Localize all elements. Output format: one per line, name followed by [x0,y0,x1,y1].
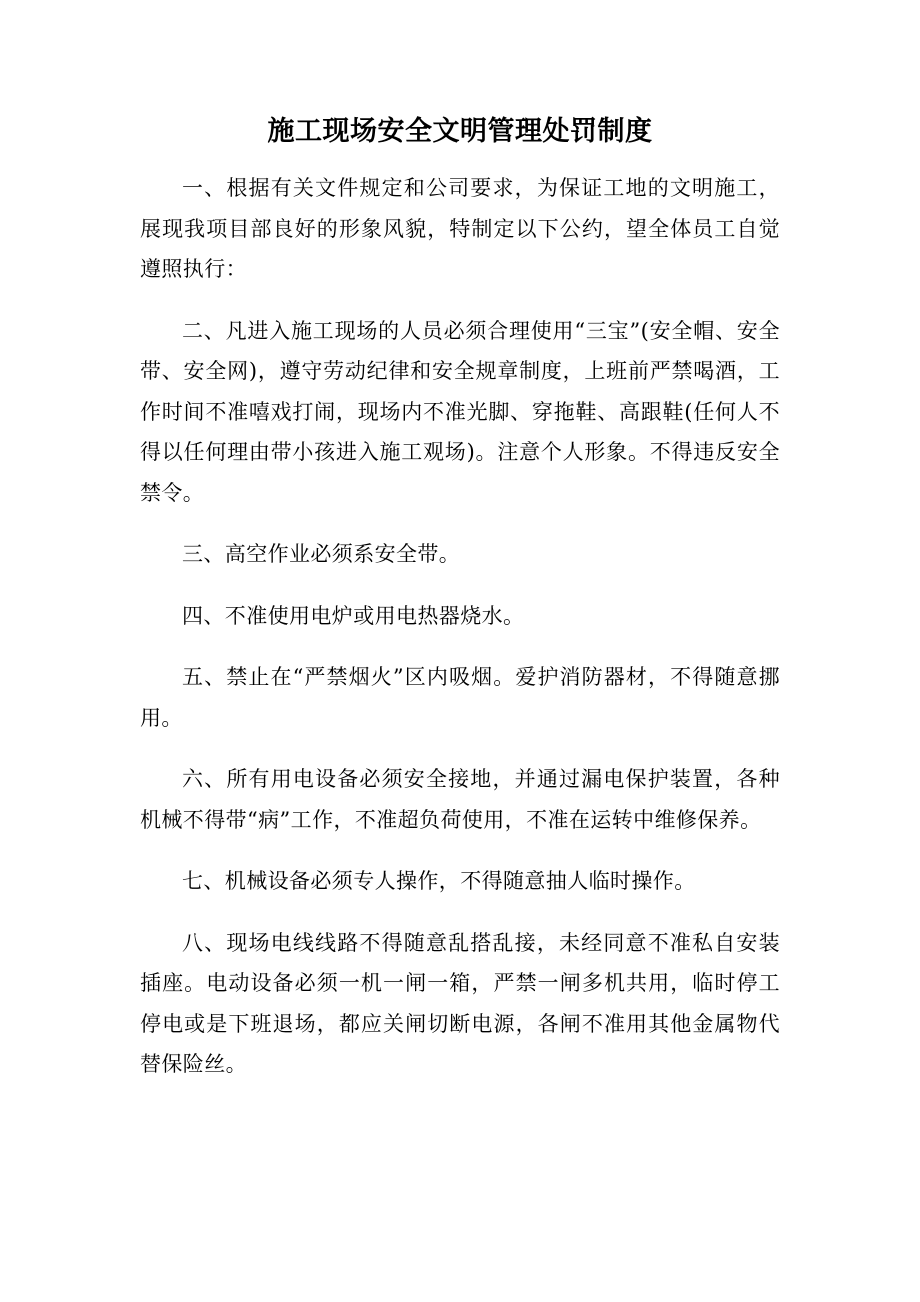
clause-3: 三、高空作业必须系安全带。 [182,542,461,566]
clause-2: 二、凡进入施工现场的人员必须合理使用“三宝”(安全帽、安全带、安全网)，遵守劳动纪律和安全规章制度，上班前严禁喝酒，工作时间不准嘻戏打闹，现场内不准光脚、穿拖鞋、高跟鞋(任何人不得以任何理由带小孩进入施工观场)。注意个人形象。不得违反安全禁令。 [140,318,780,505]
document-title: 施工现场安全文明管理处罚制度 [267,116,653,147]
clause-5: 五、禁止在“严禁烟火”区内吸烟。爱护消防器材，不得随意挪用。 [140,665,780,730]
clause-4: 四、不准使用电炉或用电热器烧水。 [182,603,525,628]
clause-6: 六、所有用电设备必须安全接地，并通过漏电保护装置，各种机械不得带“病”工作，不准超负荷使用，不准在运转中维修保养。 [140,767,780,832]
clause-7: 七、机械设备必须专人操作，不得随意抽人临时操作。 [182,869,696,893]
document-body [140,168,780,1085]
clause-8: 八、现场电线线路不得随意乱搭乱接，未经同意不准私自安装插座。电动设备必须一机一闸一箱，严禁一闸多机共用，临时停工停电或是下班退场，都应关闸切断电源，各闸不准用其他金属物代替保险丝。 [140,930,780,1076]
clause-1: 一、根据有关文件规定和公司要求，为保证工地的文明施工，展现我项目部良好的形象风貌，特制定以下公约，望全体员工自觉遵照执行： [140,176,780,281]
